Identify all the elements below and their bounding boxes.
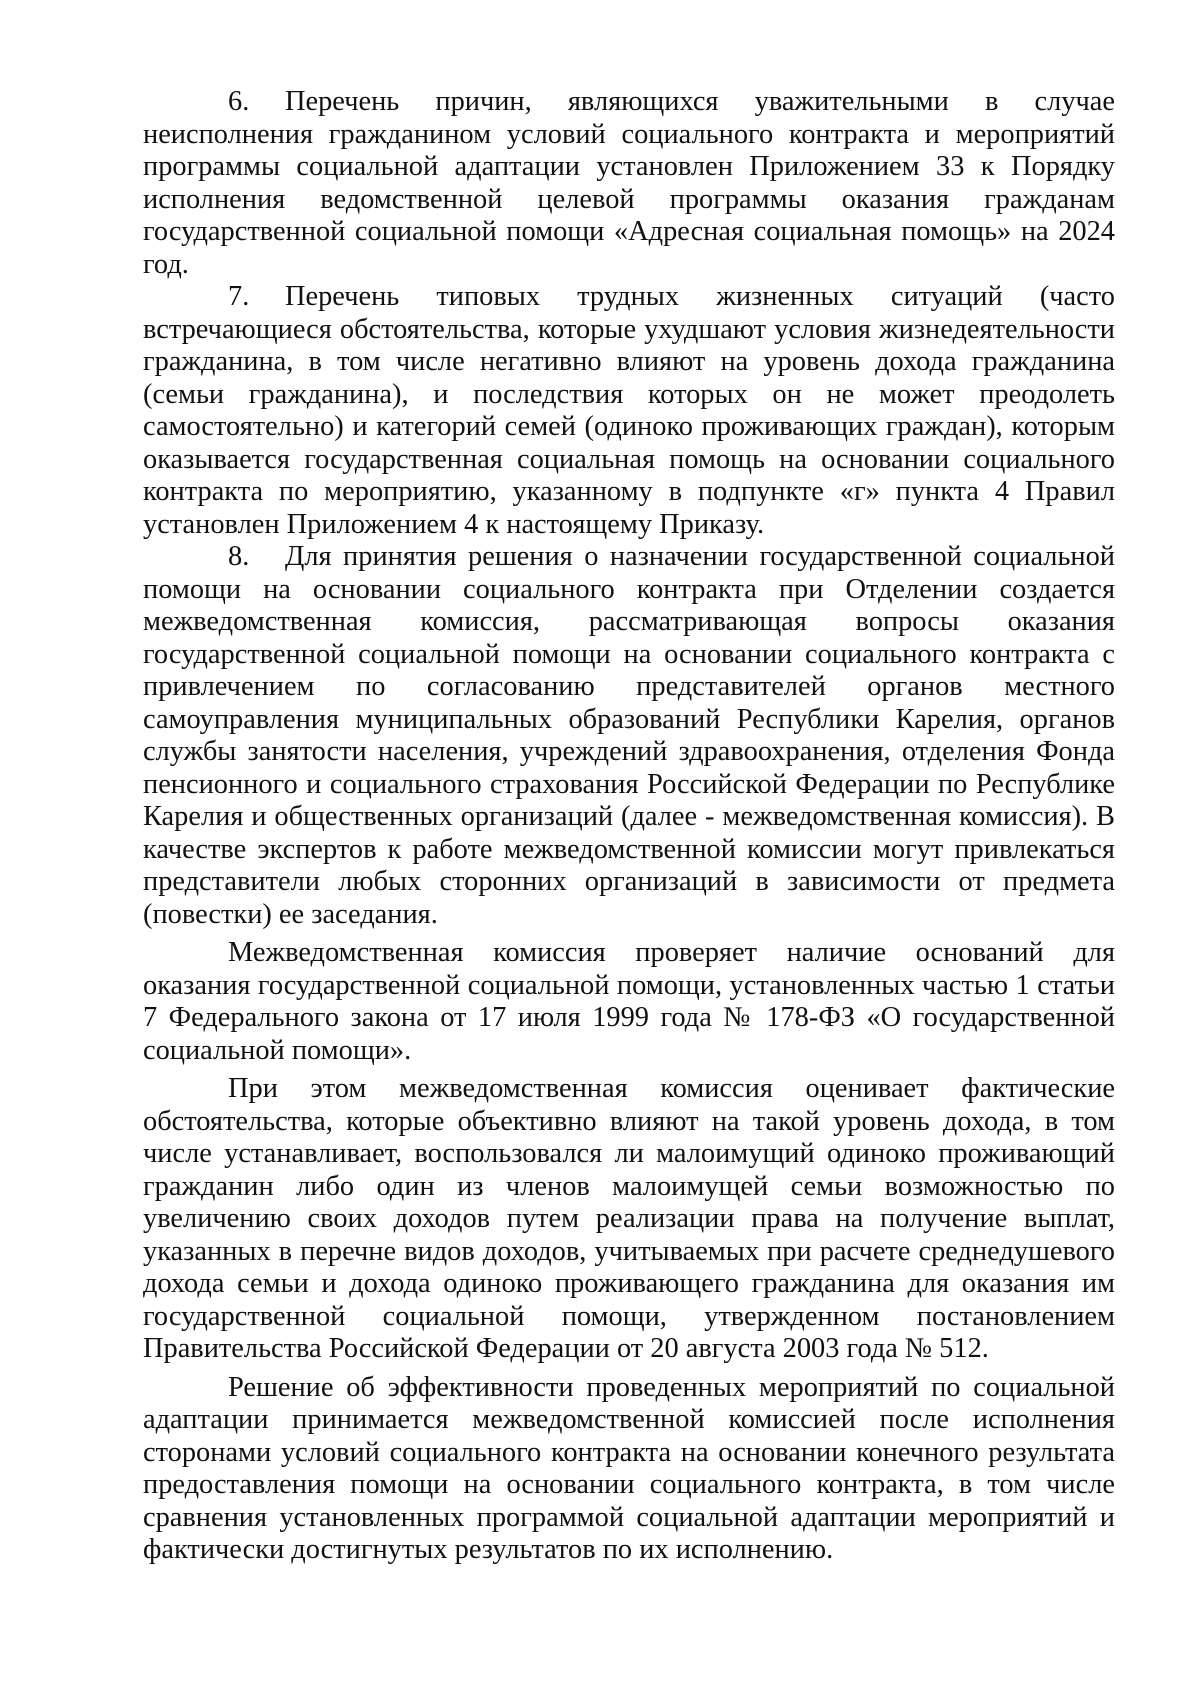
effectiveness-decision-paragraph: Решение об эффективности проведенных мероприятий по социальной адаптации принимается межведомственной комиссией после исполнения сторонами условий социального контракта на основании конечного результата предоставления помощи на основании социального контракта, в том числе сравнения установленных программой социальной адаптации мероприятий и фактически достигнутых результатов по их исполнению.	[143, 1371, 1115, 1565]
item-8-paragraph	[143, 541, 1115, 931]
commission-assessment-paragraph: При этом межведомственная комиссия оценивает фактические обстоятельства, которые объективно влияют на такой уровень дохода, в том числе устанавливает, воспользовался ли малоимущий одиноко проживающий гражданин либо один из членов малоимущей семьи возможностью по увеличению своих доходов путем реализации права на получение выплат, указанных в перечне видов доходов, учитываемых при расчете среднедушевого дохода семьи и дохода одиноко проживающего гражданина для оказания им государственной социальной помощи, утвержденном постановлением Правительства Российской Федерации от 20 августа 2003 года № 512.	[143, 1073, 1115, 1364]
item-8-text: Для принятия решения о назначении государственной социальной помощи на основании социального контракта при Отделении создается межведомственная комиссия, рассматривающая вопросы оказания государственной социальной помощи на основании социального контракта с привлечением по согласованию представителей органов местного самоуправления муниципальных образований Республики Карелия, органов службы занятости населения, учреждений здравоохранения, отделения Фонда пенсионного и социального страхования Российской Федерации по Республике Карелия и общественных организаций (далее - межведомственная комиссия). В качестве экспертов к работе межведомственной комиссии могут привлекаться представители любых сторонних организаций в зависимости от предмета (повестки) ее заседания.	[143, 541, 1115, 930]
item-6-number: 6.	[228, 86, 250, 117]
commission-check-paragraph: Межведомственная комиссия проверяет наличие оснований для оказания государственной социальной помощи, установленных частью 1 статьи 7 Федерального закона от 17 июля 1999 года № 178-ФЗ «О государственной социальной помощи».	[143, 937, 1115, 1066]
item-7-number: 7.	[228, 281, 250, 312]
item-8-number: 8.	[228, 541, 250, 572]
item-7-paragraph	[143, 281, 1115, 541]
document-page	[143, 86, 1115, 1567]
item-7-text: Перечень типовых трудных жизненных ситуаций (часто встречающиеся обстоятельства, которые ухудшают условия жизнедеятельности гражданина, в том числе негативно влияют на уровень дохода гражданина (семьи гражданина), и последствия которых он не может преодолеть самостоятельно) и категорий семей (одиноко проживающих граждан), которым оказывается государственная социальная помощь на основании социального контракта по мероприятию, указанному в подпункте «г» пункта 4 Правил установлен Приложением 4 к настоящему Приказу.	[143, 281, 1115, 540]
item-6-paragraph	[143, 86, 1115, 281]
item-6-text: Перечень причин, являющихся уважительными в случае неисполнения гражданином условий социального контракта и мероприятий программы социальной адаптации установлен Приложением 33 к Порядку исполнения ведомственной целевой программы оказания гражданам государственной социальной помощи «Адресная социальная помощь» на 2024 год.	[143, 86, 1115, 280]
